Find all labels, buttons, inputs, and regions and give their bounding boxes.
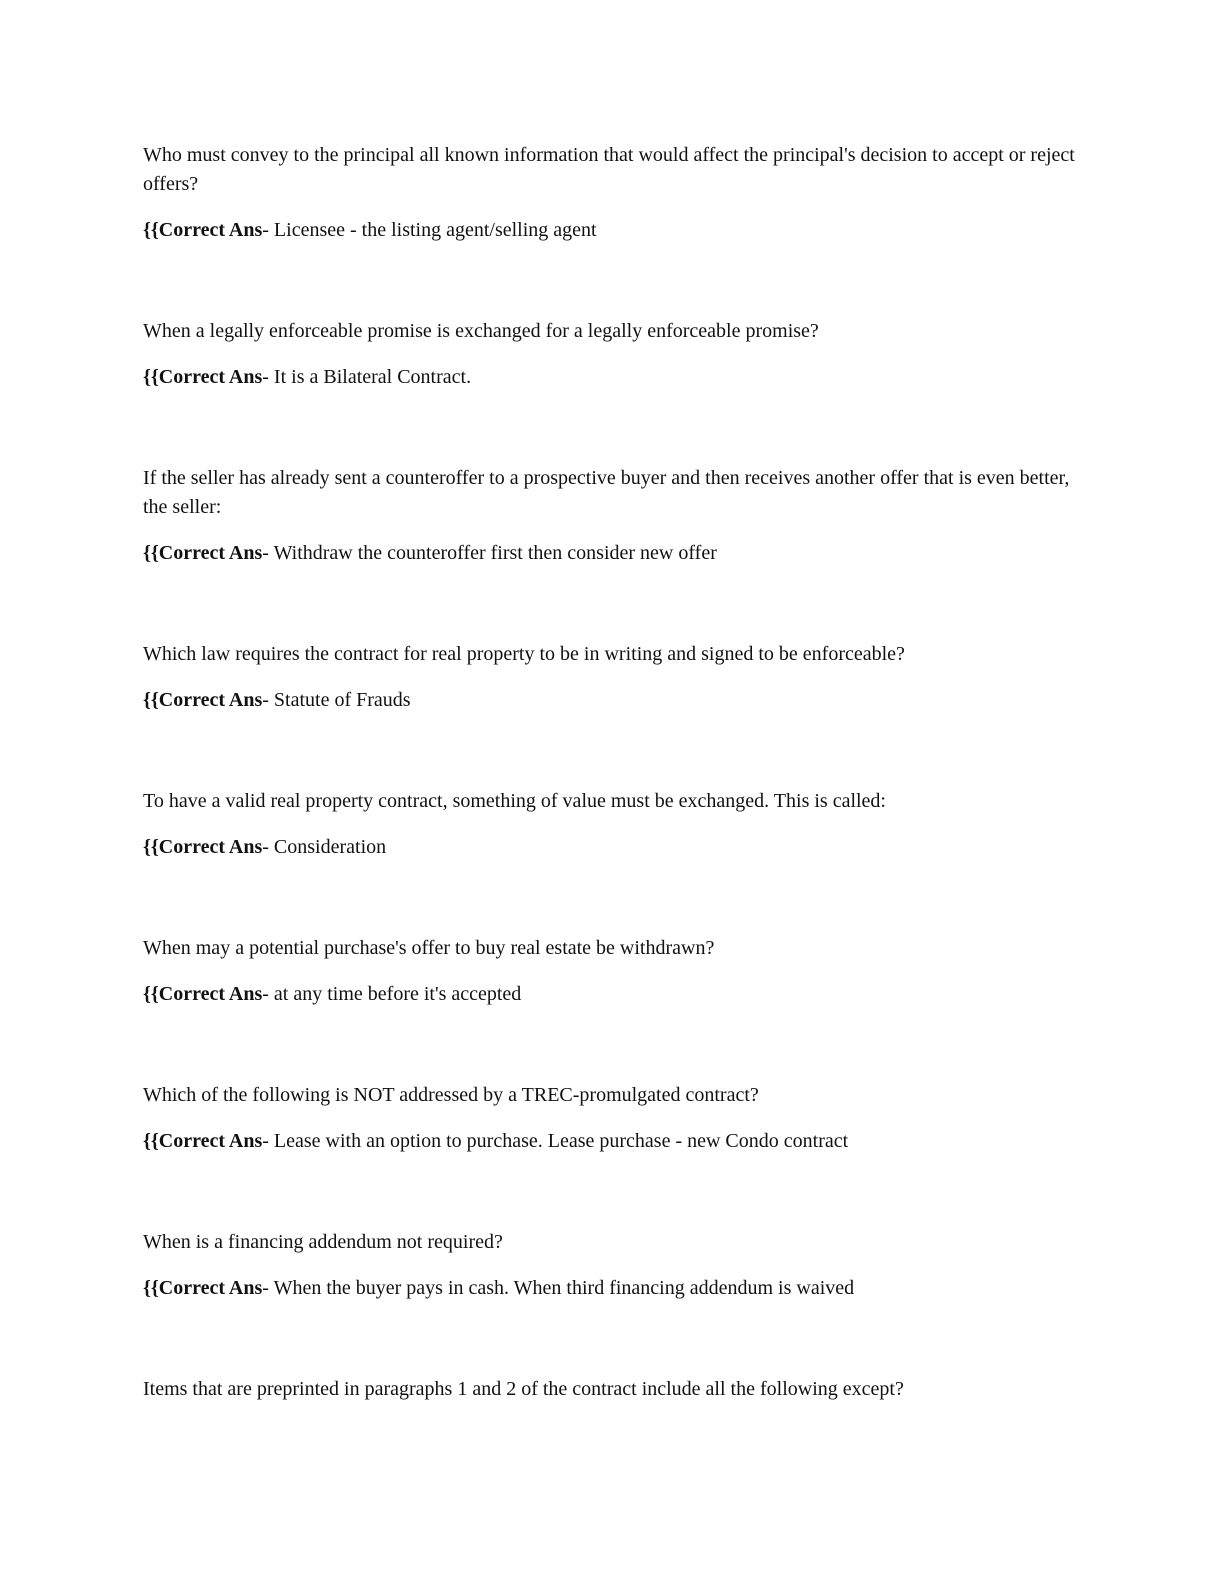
answer-line <box>143 980 1083 1009</box>
qa-item <box>143 1081 1083 1156</box>
answer-text: - at any time before it's accepted <box>262 983 522 1005</box>
answer-line <box>143 686 1083 715</box>
answer-text: - Statute of Frauds <box>262 689 411 711</box>
question-text: When a legally enforceable promise is exchanged for a legally enforceable promise? <box>143 320 819 342</box>
question-text: If the seller has already sent a counteroffer to a prospective buyer and then receives another offer that is even better, the seller: <box>143 467 1070 518</box>
qa-item <box>143 141 1083 245</box>
question-text: When may a potential purchase's offer to buy real estate be withdrawn? <box>143 937 715 959</box>
answer-prefix: {{Correct Ans <box>143 983 263 1005</box>
question-text: Who must convey to the principal all known information that would affect the principal's decision to accept or reject offers? <box>143 144 1075 195</box>
answer-text: - When the buyer pays in cash. When third financing addendum is waived <box>262 1277 855 1299</box>
answer-prefix: {{Correct Ans <box>143 689 263 711</box>
answer-prefix: {{Correct Ans <box>143 542 263 564</box>
answer-line <box>143 1274 1083 1303</box>
answer-line <box>143 539 1083 568</box>
question-text: When is a financing addendum not required? <box>143 1231 503 1253</box>
qa-list <box>143 141 1083 1476</box>
qa-item <box>143 317 1083 392</box>
answer-prefix: {{Correct Ans <box>143 366 263 388</box>
answer-line <box>143 216 1083 245</box>
qa-item <box>143 1228 1083 1303</box>
qa-item <box>143 640 1083 715</box>
answer-text: - It is a Bilateral Contract. <box>262 366 472 388</box>
qa-item <box>143 787 1083 862</box>
answer-line <box>143 1127 1083 1156</box>
qa-item <box>143 1375 1083 1404</box>
answer-text: - Licensee - the listing agent/selling agent <box>262 219 597 241</box>
answer-prefix: {{Correct Ans <box>143 836 263 858</box>
answer-text: - Withdraw the counteroffer first then consider new offer <box>262 542 717 564</box>
answer-prefix: {{Correct Ans <box>143 219 263 241</box>
question-text: To have a valid real property contract, something of value must be exchanged. This is called: <box>143 790 886 812</box>
qa-item <box>143 934 1083 1009</box>
answer-text: - Lease with an option to purchase. Lease purchase - new Condo contract <box>262 1130 849 1152</box>
question-text: Items that are preprinted in paragraphs 1 and 2 of the contract include all the following except? <box>143 1378 904 1400</box>
answer-line <box>143 833 1083 862</box>
answer-text: - Consideration <box>262 836 387 858</box>
question-text: Which of the following is NOT addressed by a TREC-promulgated contract? <box>143 1084 759 1106</box>
answer-prefix: {{Correct Ans <box>143 1130 263 1152</box>
qa-item <box>143 464 1083 568</box>
answer-line <box>143 363 1083 392</box>
answer-prefix: {{Correct Ans <box>143 1277 263 1299</box>
question-text: Which law requires the contract for real property to be in writing and signed to be enforceable? <box>143 643 905 665</box>
